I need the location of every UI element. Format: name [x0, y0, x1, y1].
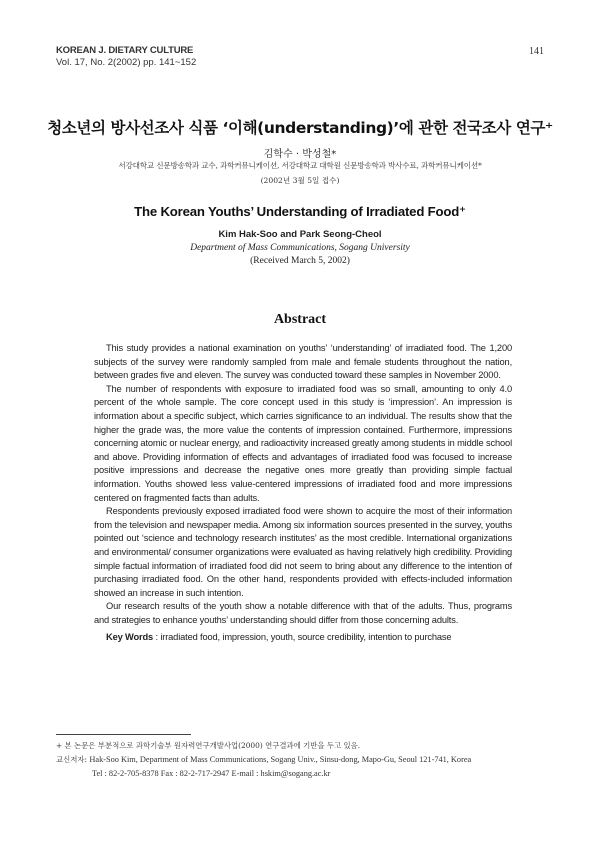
journal-header	[56, 45, 196, 69]
title-korean: 청소년의 방사선조사 식품 ‘이해(understanding)’에 관한 전국조사 연구⁺	[47, 119, 553, 137]
journal-volume-line: Vol. 17, No. 2(2002) pp. 141~152	[56, 57, 197, 68]
keywords	[94, 631, 512, 645]
funding-note: + 본 논문은 부분적으로 과학기술부 원자력연구개발사업(2000) 연구결과에 기반을 두고 있음.	[56, 741, 361, 750]
journal-name: KOREAN J. DIETARY CULTURE	[56, 45, 194, 56]
abstract-heading: Abstract	[273, 312, 327, 327]
abstract-paragraph: Respondents previously exposed irradiated food were shown to acquire the most of their information from the television and newspaper media. Among six information sources presented in the survey, youths pointed out ‘science and technology research institutes’ as the most credible. International organizations and environmental/ consumer organizations were evaluated as having relatively high credibility. Providing simple factual information of irradiated food did not seem to bring about any difference to the intention of purchasing irradiated food. On the other hand, respondents provided with effects-included information showed an increase in such intention.	[94, 506, 512, 598]
page-number: 141	[529, 46, 544, 57]
footnote	[56, 739, 546, 781]
received-date-korean: (2002년 3월 5일 접수)	[260, 176, 340, 185]
received-date-english: (Received March 5, 2002)	[250, 256, 350, 266]
keywords-text: : irradiated food, impression, youth, source credibility, intention to purchase	[155, 632, 452, 643]
footnote-divider	[56, 734, 191, 735]
abstract-paragraph: The number of respondents with exposure to irradiated food was so small, amounting to only 4.0 percent of the whole sample. The core concept used in this study is ‘impression’. An impression is information about a specific subject, which carries significance to an individual. The results show that the higher the grade was, the more value the contents of impression contained. Furthermore, impressions concerning atomic or nuclear energy, and radioactivity increased greatly among students in middle school and above. Providing information of effects and advantages of irradiated food was focused to increase positive impressions and decrease the negative ones more greatly than providing simple factual information. Youths showed less value-centered impressions of irradiated food and more impressions centered on fragmented facts than adults.	[94, 383, 512, 503]
authors-english: Kim Hak-Soo and Park Seong-Cheol	[218, 229, 382, 240]
corresponding-author	[56, 753, 546, 767]
affiliation-korean: 서강대학교 신문방송학과 교수, 과학커뮤니케이션, 서강대학교 대학원 신문방송학과 박사수료, 과학커뮤니케이션*	[118, 161, 482, 170]
abstract-paragraph: This study provides a national examination on youths’ ‘understanding’ of irradiated food. The 1,200 subjects of the survey were randomly sampled from male and female students throughout the nation, between grades five and eleven. The survey was conducted toward these samples in November 2000.	[94, 343, 512, 381]
abstract-paragraph: Our research results of the youth show a notable difference with that of the adults. Thus, programs and strategies to enhance youths’ understanding should differ from those concerning adults.	[94, 601, 512, 625]
contact-line: Tel : 82-2-705-8378 Fax : 82-2-717-2947 E-mail : hskim@sogang.ac.kr	[92, 769, 331, 778]
keywords-label: Key Words	[106, 632, 154, 643]
authors-korean: 김학수 · 박성철*	[263, 149, 337, 160]
department-english: Department of Mass Communications, Sogang University	[190, 243, 410, 253]
corresponding-text: Hak-Soo Kim, Department of Mass Communications, Sogang Univ., Sinsu-dong, Mapo-Gu, Seoul 121-741, Korea	[89, 755, 472, 764]
abstract-body	[94, 342, 512, 645]
title-english: The Korean Youths’ Understanding of Irradiated Food⁺	[134, 204, 466, 219]
corresponding-label: 교신저자:	[56, 755, 88, 764]
